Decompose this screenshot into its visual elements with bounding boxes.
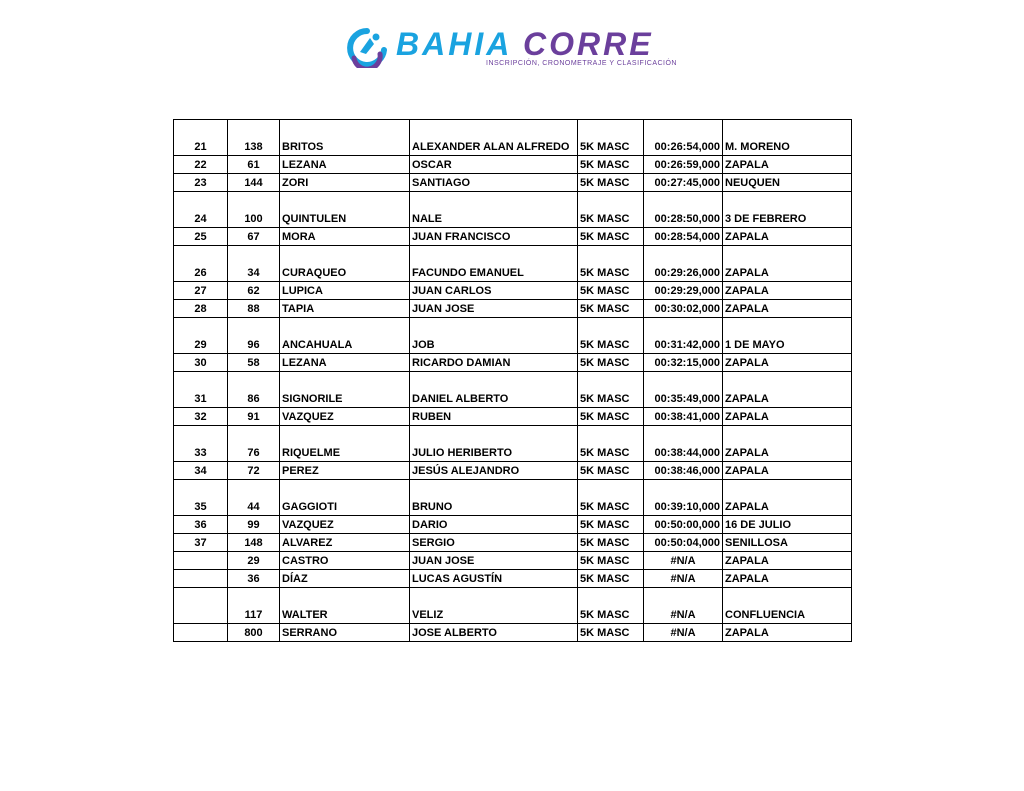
first-name-cell: FACUNDO EMANUEL [410,246,578,282]
category-cell: 5K MASC [578,354,644,372]
surname-cell: WALTER [280,588,410,624]
time-cell: 00:50:04,000 [644,534,723,552]
table-row [174,318,852,354]
category-cell: 5K MASC [578,480,644,516]
surname-cell: QUINTULEN [280,192,410,228]
bib-number-cell: 72 [228,462,280,480]
position-cell: 24 [174,192,228,228]
category-cell: 5K MASC [578,516,644,534]
table-row [174,534,852,552]
bib-number-cell: 76 [228,426,280,462]
table-row [174,588,852,624]
table-row [174,246,852,282]
category-cell: 5K MASC [578,282,644,300]
table-row [174,408,852,426]
surname-cell: ALVAREZ [280,534,410,552]
city-cell: ZAPALA [723,156,852,174]
surname-cell: VAZQUEZ [280,408,410,426]
city-cell: ZAPALA [723,408,852,426]
table-row [174,480,852,516]
time-cell: 00:39:10,000 [644,480,723,516]
first-name-cell: JULIO HERIBERTO [410,426,578,462]
first-name-cell: NALE [410,192,578,228]
time-cell: #N/A [644,624,723,642]
surname-cell: GAGGIOTI [280,480,410,516]
table-row [174,354,852,372]
time-cell: 00:38:46,000 [644,462,723,480]
surname-cell: ZORI [280,174,410,192]
bib-number-cell: 58 [228,354,280,372]
position-cell: 33 [174,426,228,462]
time-cell: #N/A [644,588,723,624]
results-body [174,120,852,642]
position-cell: 27 [174,282,228,300]
first-name-cell: JUAN JOSE [410,300,578,318]
position-cell: 22 [174,156,228,174]
time-cell: 00:26:59,000 [644,156,723,174]
category-cell: 5K MASC [578,408,644,426]
category-cell: 5K MASC [578,624,644,642]
surname-cell: DÍAZ [280,570,410,588]
time-cell: #N/A [644,552,723,570]
surname-cell: TAPIA [280,300,410,318]
position-cell [174,588,228,624]
table-row [174,426,852,462]
category-cell: 5K MASC [578,372,644,408]
table-row [174,282,852,300]
city-cell: ZAPALA [723,228,852,246]
surname-cell: CURAQUEO [280,246,410,282]
category-cell: 5K MASC [578,228,644,246]
runner-swoosh-icon [346,28,388,68]
position-cell: 34 [174,462,228,480]
time-cell: 00:27:45,000 [644,174,723,192]
table-row [174,156,852,174]
first-name-cell: JOSE ALBERTO [410,624,578,642]
position-cell: 35 [174,480,228,516]
position-cell: 37 [174,534,228,552]
category-cell: 5K MASC [578,192,644,228]
surname-cell: RIQUELME [280,426,410,462]
city-cell: ZAPALA [723,552,852,570]
first-name-cell: JESÚS ALEJANDRO [410,462,578,480]
time-cell: 00:29:29,000 [644,282,723,300]
bib-number-cell: 800 [228,624,280,642]
first-name-cell: VELIZ [410,588,578,624]
first-name-cell: SANTIAGO [410,174,578,192]
bib-number-cell: 148 [228,534,280,552]
first-name-cell: DANIEL ALBERTO [410,372,578,408]
position-cell: 32 [174,408,228,426]
bib-number-cell: 91 [228,408,280,426]
city-cell: NEUQUEN [723,174,852,192]
city-cell: ZAPALA [723,372,852,408]
bib-number-cell: 144 [228,174,280,192]
surname-cell: ANCAHUALA [280,318,410,354]
time-cell: 00:29:26,000 [644,246,723,282]
surname-cell: BRITOS [280,120,410,156]
brand-wordmark [396,26,654,62]
category-cell: 5K MASC [578,534,644,552]
first-name-cell: JUAN JOSE [410,552,578,570]
time-cell: 00:28:54,000 [644,228,723,246]
city-cell: ZAPALA [723,462,852,480]
city-cell: ZAPALA [723,246,852,282]
first-name-cell: BRUNO [410,480,578,516]
category-cell: 5K MASC [578,120,644,156]
city-cell: ZAPALA [723,570,852,588]
surname-cell: MORA [280,228,410,246]
bib-number-cell: 34 [228,246,280,282]
time-cell: 00:26:54,000 [644,120,723,156]
table-row [174,120,852,156]
first-name-cell: OSCAR [410,156,578,174]
city-cell: CONFLUENCIA [723,588,852,624]
time-cell: 00:30:02,000 [644,300,723,318]
category-cell: 5K MASC [578,156,644,174]
city-cell: ZAPALA [723,354,852,372]
time-cell: #N/A [644,570,723,588]
position-cell [174,624,228,642]
surname-cell: PEREZ [280,462,410,480]
table-row [174,372,852,408]
table-row [174,516,852,534]
position-cell: 31 [174,372,228,408]
position-cell: 26 [174,246,228,282]
position-cell: 28 [174,300,228,318]
first-name-cell: LUCAS AGUSTÍN [410,570,578,588]
position-cell [174,570,228,588]
bib-number-cell: 117 [228,588,280,624]
time-cell: 00:28:50,000 [644,192,723,228]
first-name-cell: RUBEN [410,408,578,426]
results-table [173,119,852,642]
first-name-cell: SERGIO [410,534,578,552]
bib-number-cell: 36 [228,570,280,588]
table-row [174,570,852,588]
surname-cell: SIGNORILE [280,372,410,408]
bib-number-cell: 62 [228,282,280,300]
category-cell: 5K MASC [578,318,644,354]
bib-number-cell: 88 [228,300,280,318]
category-cell: 5K MASC [578,552,644,570]
surname-cell: LUPICA [280,282,410,300]
bib-number-cell: 44 [228,480,280,516]
city-cell: ZAPALA [723,480,852,516]
bib-number-cell: 61 [228,156,280,174]
bib-number-cell: 100 [228,192,280,228]
time-cell: 00:32:15,000 [644,354,723,372]
surname-cell: SERRANO [280,624,410,642]
position-cell [174,552,228,570]
category-cell: 5K MASC [578,570,644,588]
city-cell: 3 DE FEBRERO [723,192,852,228]
bib-number-cell: 96 [228,318,280,354]
position-cell: 25 [174,228,228,246]
time-cell: 00:38:41,000 [644,408,723,426]
city-cell: 1 DE MAYO [723,318,852,354]
first-name-cell: DARIO [410,516,578,534]
brand-word-bahia: BAHIA [396,26,512,62]
bib-number-cell: 99 [228,516,280,534]
category-cell: 5K MASC [578,426,644,462]
first-name-cell: JUAN CARLOS [410,282,578,300]
category-cell: 5K MASC [578,462,644,480]
table-row [174,174,852,192]
bib-number-cell: 67 [228,228,280,246]
position-cell: 29 [174,318,228,354]
time-cell: 00:50:00,000 [644,516,723,534]
city-cell: ZAPALA [723,282,852,300]
category-cell: 5K MASC [578,174,644,192]
bahia-corre-logo [346,26,686,72]
position-cell: 36 [174,516,228,534]
position-cell: 21 [174,120,228,156]
brand-tagline: INSCRIPCIÓN, CRONOMETRAJE Y CLASIFICACIÓN [486,60,677,67]
table-row [174,228,852,246]
surname-cell: VAZQUEZ [280,516,410,534]
surname-cell: LEZANA [280,156,410,174]
bib-number-cell: 29 [228,552,280,570]
time-cell: 00:35:49,000 [644,372,723,408]
city-cell: ZAPALA [723,624,852,642]
position-cell: 30 [174,354,228,372]
table-row [174,462,852,480]
table-row [174,192,852,228]
category-cell: 5K MASC [578,300,644,318]
bib-number-cell: 138 [228,120,280,156]
position-cell: 23 [174,174,228,192]
city-cell: ZAPALA [723,426,852,462]
category-cell: 5K MASC [578,246,644,282]
first-name-cell: ALEXANDER ALAN ALFREDO [410,120,578,156]
time-cell: 00:31:42,000 [644,318,723,354]
surname-cell: LEZANA [280,354,410,372]
table-row [174,552,852,570]
time-cell: 00:38:44,000 [644,426,723,462]
bib-number-cell: 86 [228,372,280,408]
table-row [174,300,852,318]
city-cell: SENILLOSA [723,534,852,552]
city-cell: ZAPALA [723,300,852,318]
first-name-cell: RICARDO DAMIAN [410,354,578,372]
table-row [174,624,852,642]
city-cell: 16 DE JULIO [723,516,852,534]
surname-cell: CASTRO [280,552,410,570]
brand-word-corre: CORRE [523,26,654,62]
first-name-cell: JUAN FRANCISCO [410,228,578,246]
category-cell: 5K MASC [578,588,644,624]
city-cell: M. MORENO [723,120,852,156]
first-name-cell: JOB [410,318,578,354]
